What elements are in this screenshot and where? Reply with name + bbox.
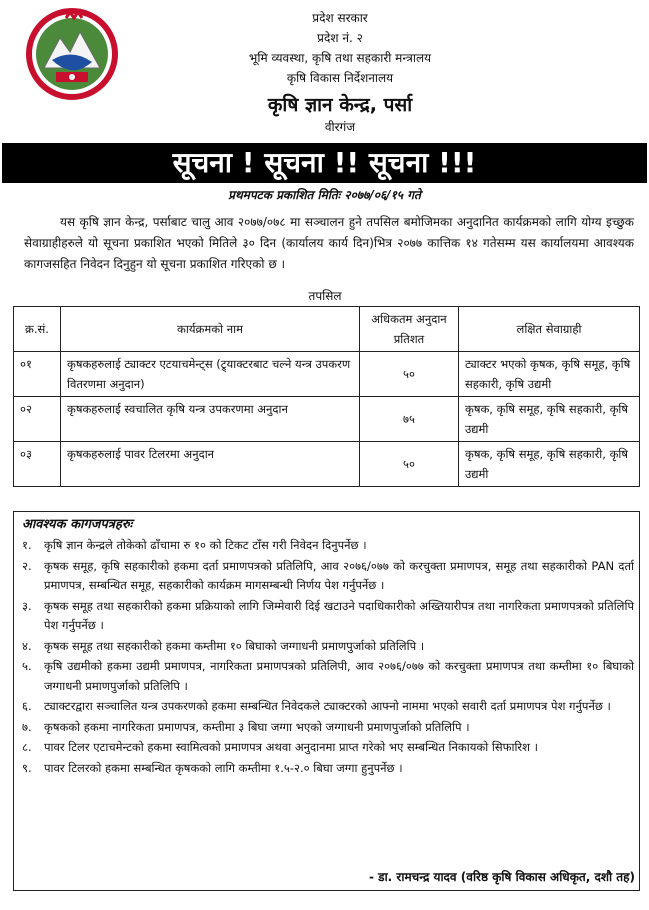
header-line-province: प्रदेश नं. २ (317, 31, 363, 45)
publication-date: प्रथमपटक प्रकाशित मितिः २०७७/०६/१५ गते (228, 188, 421, 202)
list-item (22, 657, 634, 696)
list-item-text: कृषि उद्यमीको हकमा उद्यमी प्रमाणपत्र, नागरिकता प्रमाणपत्रको प्रतिलिपी, आव २०७६/०७७ को करचुक्ता प्रमाणपत्र तथा कम्तीमा १० बिघाको जग्गाधनी प्रमाणपुर्जाको प्रतिलिपि । (44, 659, 634, 693)
list-item-text: कृषकको हकमा नागरिकता प्रमाणपत्र, कम्तीमा ३ बिघा जग्गा भएको जग्गाधनी प्रमाणपुर्जाको प्रतिलिपि । (44, 719, 470, 734)
required-documents-list (22, 536, 634, 779)
cell-subsidy: ५० (360, 442, 459, 487)
cell-subsidy: ७५ (360, 397, 459, 442)
list-item-number: ८. (22, 740, 32, 754)
list-item-text: पावर टिलरको हकमा सम्बन्धित कृषकको लागि कम्तीमा १.५-२.० बिघा जग्गा हुनुपर्नेछ । (44, 760, 403, 775)
cell-beneficiary: ट्याक्टर भएको कृषक, कृषि समूह, कृषि सहकारी, कृषि उद्यमी (459, 352, 640, 397)
cell-program: कृषकहरुलाई पावर टिलरमा अनुदान (61, 442, 360, 487)
list-item (22, 718, 634, 738)
list-item (22, 697, 634, 717)
cell-sn: ०३ (14, 442, 61, 487)
header-line-government: प्रदेश सरकार (312, 11, 368, 25)
cell-sn: ०१ (14, 352, 61, 397)
col-header-program: कार्यक्रमको नाम (61, 307, 360, 352)
list-item (22, 597, 634, 636)
office-name: कृषि ज्ञान केन्द्र, पर्सा (267, 94, 413, 116)
list-item-number: ५. (22, 659, 32, 673)
list-item (22, 759, 634, 779)
list-item (22, 738, 634, 758)
cell-sn: ०२ (14, 397, 61, 442)
cell-program: कृषकहरुलाई स्वचालित कृषि यन्त्र उपकरणमा अनुदान (61, 397, 360, 442)
required-documents-title: आवश्यक कागजपत्रहरुः (22, 517, 133, 532)
list-item-number: ६. (22, 699, 32, 713)
list-item-number: ४. (22, 638, 32, 653)
list-item-number: ७. (22, 719, 32, 734)
col-header-max-subsidy: अधिकतम अनुदान प्रतिशत (360, 307, 459, 352)
program-table (13, 306, 640, 487)
header-line-ministry: भूमि व्यवस्था, कृषि तथा सहकारी मन्त्रालय (248, 51, 432, 65)
list-item-text: कृषक समूह, कृषि सहकारीको हकमा दर्ता प्रमाणपत्रको प्रतिलिपि, आव २०७६/०७७ को करचुक्ता प्रमाणपत्र, समूह तथा सहकारीको PAN दर्ता प्रमाणपत्र, सम्बन्धित समूह, सहकारीको कार्यक्रम मागसम्बन्धी निर्णय पेश गर्नुपर्नेछ । (44, 558, 634, 592)
col-header-sn: क्र.सं. (14, 307, 61, 352)
signature-line: - डा. रामचन्द्र यादव (वरिष्ठ कृषि विकास अधिकृत, दशौ तह) (369, 870, 635, 884)
table-row (14, 397, 640, 442)
list-item (22, 637, 634, 657)
cell-beneficiary: कृषक, कृषि समूह, कृषि सहकारी, कृषि उद्यमी (459, 442, 640, 487)
required-documents-box (13, 511, 640, 891)
header-block (130, 8, 550, 88)
list-item-text: कृषक समूह तथा सहकारीको हकमा प्रक्रियाको लागि जिम्मेवारी दिई खटाउने पदाधिकारीको अख्तियारीपत्र तथा नागरिकता प्रमाणपत्रको प्रतिलिपि पेश गर्नुपर्नेछ । (44, 598, 634, 632)
header-line-directorate: कृषि विकास निर्देशनालय (286, 71, 394, 85)
schedule-heading: तपसिल (308, 289, 342, 303)
list-item (22, 557, 634, 596)
table-row (14, 442, 640, 487)
list-item-text: कृषि ज्ञान केन्द्रले तोकेको ढाँचामा रु १० को टिकट टाँस गरी निवेदन दिनुपर्नेछ । (44, 538, 367, 552)
list-item-text: कृषक समूह तथा सहकारीको हकमा कम्तीमा १० बिघाको जग्गाधनी प्रमाणपुर्जाको प्रतिलिपि । (44, 638, 425, 653)
cell-subsidy: ५० (360, 352, 459, 397)
cell-beneficiary: कृषक, कृषि समूह, कृषि सहकारी, कृषि उद्यमी (459, 397, 640, 442)
cell-program: कृषकहरुलाई ट्याक्टर एटयाचमेन्ट्स (ट्र्याक्टरबाट चल्ने यन्त्र उपकरण वितरणमा अनुदान) (61, 352, 360, 397)
intro-paragraph: यस कृषि ज्ञान केन्द्र, पर्साबाट चालु आव २०७७/०७८ मा सञ्चालन हुने तपसिल बमोजिमका अनुदानित कार्यक्रमको लागि योग्य इच्छुक सेवाग्राहीहरुले यो सूचना प्रकाशित भएको मितिले ३० दिन (कार्यालय कार्य दिन)भित्र २०७७ कात्तिक १४ गतेसम्म यस कार्यालयमा आवश्यक कागजसहित निवेदन दिनुहुन यो सूचना प्रकाशित गरिएको छ । (24, 215, 634, 271)
office-city: वीरगंज (324, 120, 356, 134)
list-item-number: २. (22, 558, 32, 573)
nepal-emblem-logo (26, 8, 118, 100)
list-item-number: ९. (22, 760, 32, 775)
list-item (22, 536, 634, 556)
list-item-text: ट्याक्टरद्वारा सञ्चालित यन्त्र उपकरणको हकमा सम्बन्धित निवेदकले ट्याक्टरको आफ्नो नाममा भएको सवारी दर्ता प्रमाणपत्र पेश गर्नुपर्नेछ । (44, 699, 611, 713)
list-item-number: ३. (22, 598, 32, 613)
list-item-number: १. (22, 538, 32, 552)
col-header-beneficiary: लक्षित सेवाग्राही (459, 307, 640, 352)
table-header-row (14, 307, 640, 352)
list-item-text: पावर टिलर एटाचमेन्टको हकमा स्वामित्वको प्रमाणपत्र अथवा अनुदानमा प्राप्त गरेको भए सम्बन्धित निकायको सिफारिश । (44, 740, 538, 754)
table-row (14, 352, 640, 397)
notice-banner: सूचना ! सूचना !! सूचना !!! (2, 143, 647, 183)
